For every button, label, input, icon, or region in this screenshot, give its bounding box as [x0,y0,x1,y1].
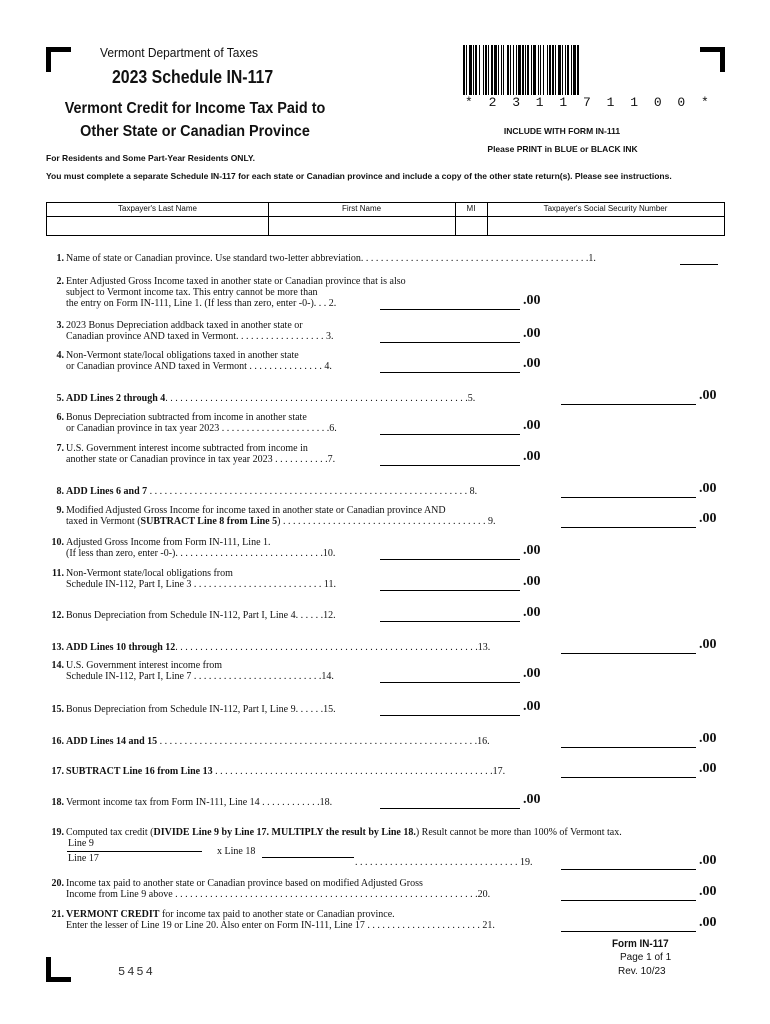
line-6-number: 6. [56,412,64,423]
ssn-field[interactable] [489,218,722,233]
line-19-cents: .00 [699,853,717,868]
line-7-cents: .00 [523,449,541,464]
line-7-amount-field[interactable] [380,464,520,466]
line19-x-line18-label: x Line 18 [217,846,256,857]
line-17-number: 17. [51,766,64,777]
line-9-number: 9. [56,505,64,516]
line-21-cents: .00 [699,915,717,930]
line-20-text: Income from Line 9 above . . . . . . . . . . . . . . . . . . . . . . . . . . . . . . . . . . . . . . . . . . . . . . . . . . . . . . . . . . . . .20. [66,889,491,900]
line-16-number: 16. [51,736,64,747]
line19-line17-label: Line 17 [68,853,99,864]
line19-ref: . . . . . . . . . . . . . . . . . . . . . . . . . . . . . . . . . 19. [355,857,533,868]
first-name-label: First Name [341,204,382,213]
line-8-text: ADD Lines 6 and 7 . . . . . . . . . . . . . . . . . . . . . . . . . . . . . . . . . . . . . . . . . . . . . . . . . . . . . . . . . . . . . . . . 8. [66,486,478,497]
line-10-number: 10. [51,537,64,548]
line-15-cents: .00 [523,699,541,714]
line-19-amount-field[interactable] [561,868,696,870]
line-12-amount-field[interactable] [380,620,520,622]
corner-mark-top-left [46,47,71,72]
agency-name: Vermont Department of Taxes [100,45,259,60]
line-6-amount-field[interactable] [380,433,520,435]
line-1-text: Name of state or Canadian province. Use standard two-letter abbreviation. . . . . . . . . . . . . . . . . . . . . . . . . . . . . . . . . . . . . . . . . . . . . .1. [66,253,596,264]
line-14-text: U.S. Government interest income from [66,660,223,671]
footer-form-id: Form IN-117 [612,938,669,950]
line-12-cents: .00 [523,605,541,620]
line-17-amount-field[interactable] [561,776,696,778]
line-2-text: subject to Vermont income tax. This entry cannot be more than [66,287,318,298]
line-16-cents: .00 [699,731,717,746]
line-6-cents: .00 [523,418,541,433]
line-5-amount-field[interactable] [561,403,696,405]
line-9-cents: .00 [699,511,717,526]
form-title [56,97,335,143]
line-3-text: 2023 Bonus Depreciation addback taxed in another state or [66,320,303,331]
print-ink-note: Please PRINT in BLUE or BLACK INK [487,144,638,154]
line-21-amount-field[interactable] [561,930,696,932]
line-20-text: Income tax paid to another state or Canadian province based on modified Adjusted Gross [66,878,423,889]
line-4-cents: .00 [523,356,541,371]
line-18-cents: .00 [523,792,541,807]
line-12-text: Bonus Depreciation from Schedule IN-112, Part I, Line 4. . . . . .12. [66,610,336,621]
line-2-number: 2. [56,276,64,287]
line-15-number: 15. [51,704,64,715]
line19-numerator-field[interactable] [67,850,202,852]
line-2-cents: .00 [523,293,541,308]
form-title-line-1: Vermont Credit for Income Tax Paid to [64,100,326,117]
line-10-amount-field[interactable] [380,558,520,560]
line-5-number: 5. [56,393,64,404]
line-14-text: Schedule IN-112, Part I, Line 7 . . . . . . . . . . . . . . . . . . . . . . . . . .14. [66,671,334,682]
line-1-number: 1. [56,253,64,264]
line-17-text: SUBTRACT Line 16 from Line 13 . . . . . . . . . . . . . . . . . . . . . . . . . . . . . . . . . . . . . . . . . . . . . . . . . . . . . . . .17. [66,766,506,777]
residents-note: For Residents and Some Part-Year Residents ONLY. [46,153,255,163]
footer-revision: Rev. 10/23 [618,966,666,977]
line-8-amount-field[interactable] [561,496,696,498]
last-name-field[interactable] [49,218,266,233]
line-7-text: U.S. Government interest income subtracted from income in [66,443,308,454]
line-18-amount-field[interactable] [380,807,520,809]
line-13-cents: .00 [699,637,717,652]
corner-mark-bottom-left [46,957,71,982]
line-16-text: ADD Lines 14 and 15 . . . . . . . . . . . . . . . . . . . . . . . . . . . . . . . . . . . . . . . . . . . . . . . . . . . . . . . . . . . . . . . .16. [66,736,490,747]
barcode [463,45,660,95]
line-15-amount-field[interactable] [380,714,520,716]
line-8-cents: .00 [699,481,717,496]
line-2-text: the entry on Form IN-111, Line 1. (If less than zero, enter -0-). . . 2. [66,298,337,309]
ssn-label: Taxpayer's Social Security Number [543,204,668,213]
line-4-text: or Canadian province AND taxed in Vermont . . . . . . . . . . . . . . . 4. [66,361,332,372]
line-7-text: another state or Canadian province in tax year 2023 . . . . . . . . . . .7. [66,454,336,465]
line-11-text: Non-Vermont state/local obligations from [66,568,233,579]
line-11-text: Schedule IN-112, Part I, Line 3 . . . . . . . . . . . . . . . . . . . . . . . . . . 11. [66,579,337,590]
line-5-text: ADD Lines 2 through 4. . . . . . . . . . . . . . . . . . . . . . . . . . . . . . . . . . . . . . . . . . . . . . . . . . . . . . . . . . . . .5. [66,393,476,404]
line-20-cents: .00 [699,884,717,899]
line-6-text: Bonus Depreciation subtracted from income in another state [66,412,307,423]
line-17-cents: .00 [699,761,717,776]
corner-mark-top-right [700,47,725,72]
line-9-text: Modified Adjusted Gross Income for income taxed in another state or Canadian province AND [66,505,446,516]
schedule-title: 2023 Schedule IN-117 [112,67,274,87]
line-8-number: 8. [56,486,64,497]
line-11-number: 11. [52,568,64,579]
line-20-number: 20. [51,878,64,889]
line19-line18-field[interactable] [262,856,354,858]
line-9-amount-field[interactable] [561,526,696,528]
line-3-text: Canadian province AND taxed in Vermont. . . . . . . . . . . . . . . . . . 3. [66,331,334,342]
line-15-text: Bonus Depreciation from Schedule IN-112, Part I, Line 9. . . . . .15. [66,704,336,715]
line-18-number: 18. [51,797,64,808]
line-10-cents: .00 [523,543,541,558]
line-10-text: Adjusted Gross Income from Form IN-111, Line 1. [66,537,271,548]
line-10-text: (If less than zero, enter -0-). . . . . . . . . . . . . . . . . . . . . . . . . . . . . .10. [66,548,336,559]
line-9-text: taxed in Vermont (SUBTRACT Line 8 from Line 5) . . . . . . . . . . . . . . . . . . . . . . . . . . . . . . . . . . . . . . . . . 9. [66,516,496,527]
separate-schedule-note: You must complete a separate Schedule IN-117 for each state or Canadian province and include a copy of the other state return(s). Please see instructions. [46,171,672,181]
line-1-amount-field[interactable] [680,263,718,265]
line-11-cents: .00 [523,574,541,589]
line-7-number: 7. [56,443,64,454]
line-14-amount-field[interactable] [380,681,520,683]
line-19-text: Computed tax credit (DIVIDE Line 9 by Line 17. MULTIPLY the result by Line 18.) Result cannot be more than 100% of Vermont tax. [66,827,622,838]
footer-form-code: 5454 [118,965,155,979]
middle-initial-field[interactable] [457,218,485,233]
line-13-text: ADD Lines 10 through 12. . . . . . . . . . . . . . . . . . . . . . . . . . . . . . . . . . . . . . . . . . . . . . . . . . . . . . . . . . . . .13. [66,642,491,653]
line-4-text: Non-Vermont state/local obligations taxed in another state [66,350,299,361]
line-21-number: 21. [51,909,64,920]
line-20-amount-field[interactable] [561,899,696,901]
last-name-label: Taxpayer's Last Name [118,204,197,213]
line-11-amount-field[interactable] [380,589,520,591]
line-19-number: 19. [51,827,64,838]
mi-label: MI [466,204,476,213]
barcode-number: * 2 3 1 1 7 1 1 0 0 * [465,95,713,110]
line-6-text: or Canadian province in tax year 2023 . . . . . . . . . . . . . . . . . . . . . .6. [66,423,337,434]
line-5-cents: .00 [699,388,717,403]
line-4-number: 4. [56,350,64,361]
taxpayer-id-table [46,202,725,236]
include-with-note: INCLUDE WITH FORM IN-111 [503,126,621,136]
line-4-amount-field[interactable] [380,371,520,373]
line-12-number: 12. [51,610,64,621]
line19-line9-label: Line 9 [68,838,94,849]
footer-page-number: Page 1 of 1 [620,952,672,963]
line-14-number: 14. [51,660,64,671]
line-13-amount-field[interactable] [561,652,696,654]
line-3-number: 3. [56,320,64,331]
line-16-amount-field[interactable] [561,746,696,748]
line-3-cents: .00 [523,326,541,341]
line-2-text: Enter Adjusted Gross Income taxed in another state or Canadian province that is also [66,276,406,287]
line-21-text: VERMONT CREDIT for income tax paid to another state or Canadian province. [66,909,395,920]
line-21-text: Enter the lesser of Line 19 or Line 20. Also enter on Form IN-111, Line 17 . . . . . . . . . . . . . . . . . . . . . . . 21. [66,920,495,931]
line-3-amount-field[interactable] [380,341,520,343]
line-14-cents: .00 [523,666,541,681]
first-name-field[interactable] [270,218,453,233]
line-2-amount-field[interactable] [380,308,520,310]
form-title-line-2: Other State or Canadian Province [80,123,310,140]
line-18-text: Vermont income tax from Form IN-111, Line 14 . . . . . . . . . . . .18. [66,797,333,808]
line-13-number: 13. [51,642,64,653]
